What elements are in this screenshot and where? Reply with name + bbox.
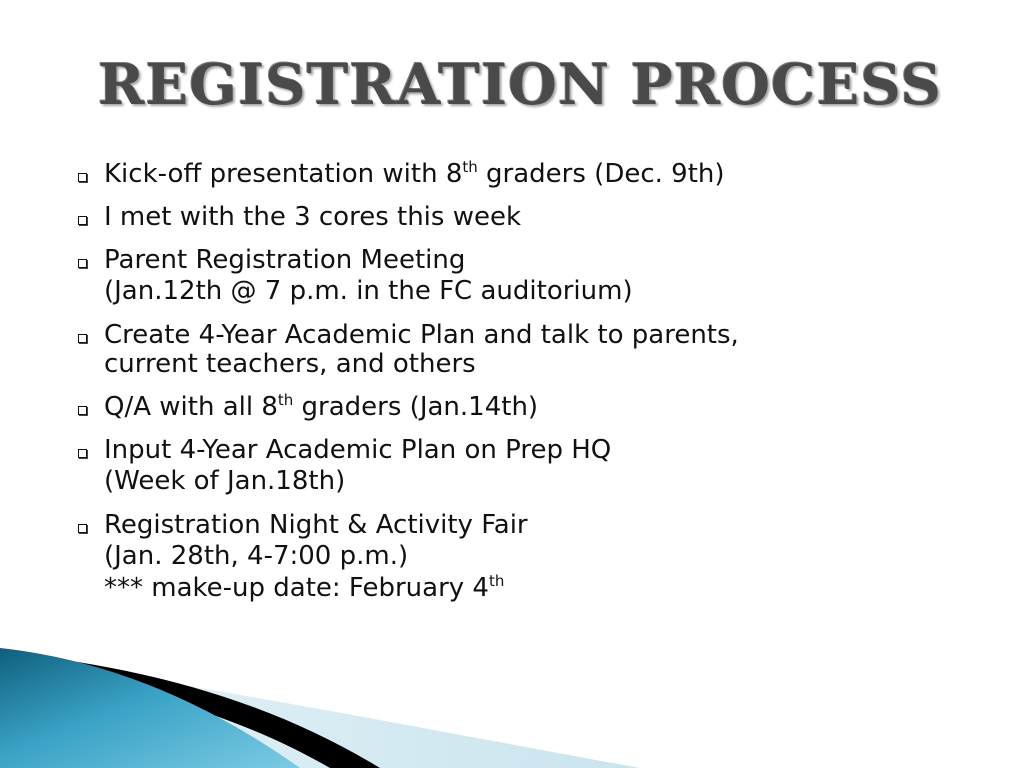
bullet-subtext: (Week of Jan.18th)	[104, 466, 346, 496]
bullet-text: Kick-off presentation with 8th graders (Dec. 9th)	[104, 158, 725, 189]
bullet-text: I met with the 3 cores this week	[104, 202, 522, 232]
bullet-text: Q/A with all 8th graders (Jan.14th)	[104, 391, 539, 422]
bullet-subtext: (Jan. 28th, 4-7:00 p.m.)	[104, 541, 409, 571]
bullet-text: Parent Registration Meeting	[104, 245, 466, 275]
bullet-subtext: (Jan.12th @ 7 p.m. in the FC auditorium)	[104, 276, 633, 306]
bullet-text: Input 4-Year Academic Plan on Prep HQ	[104, 435, 612, 465]
bullet-subtext-makeup: *** make-up date: February 4th	[104, 572, 505, 603]
bullet-text: Create 4-Year Academic Plan and talk to parents,	[104, 320, 739, 350]
bullet-text: Registration Night & Activity Fair	[104, 510, 528, 540]
bullet-subtext: current teachers, and others	[104, 349, 476, 379]
slide-title: REGISTRATION PROCESS	[98, 52, 942, 118]
